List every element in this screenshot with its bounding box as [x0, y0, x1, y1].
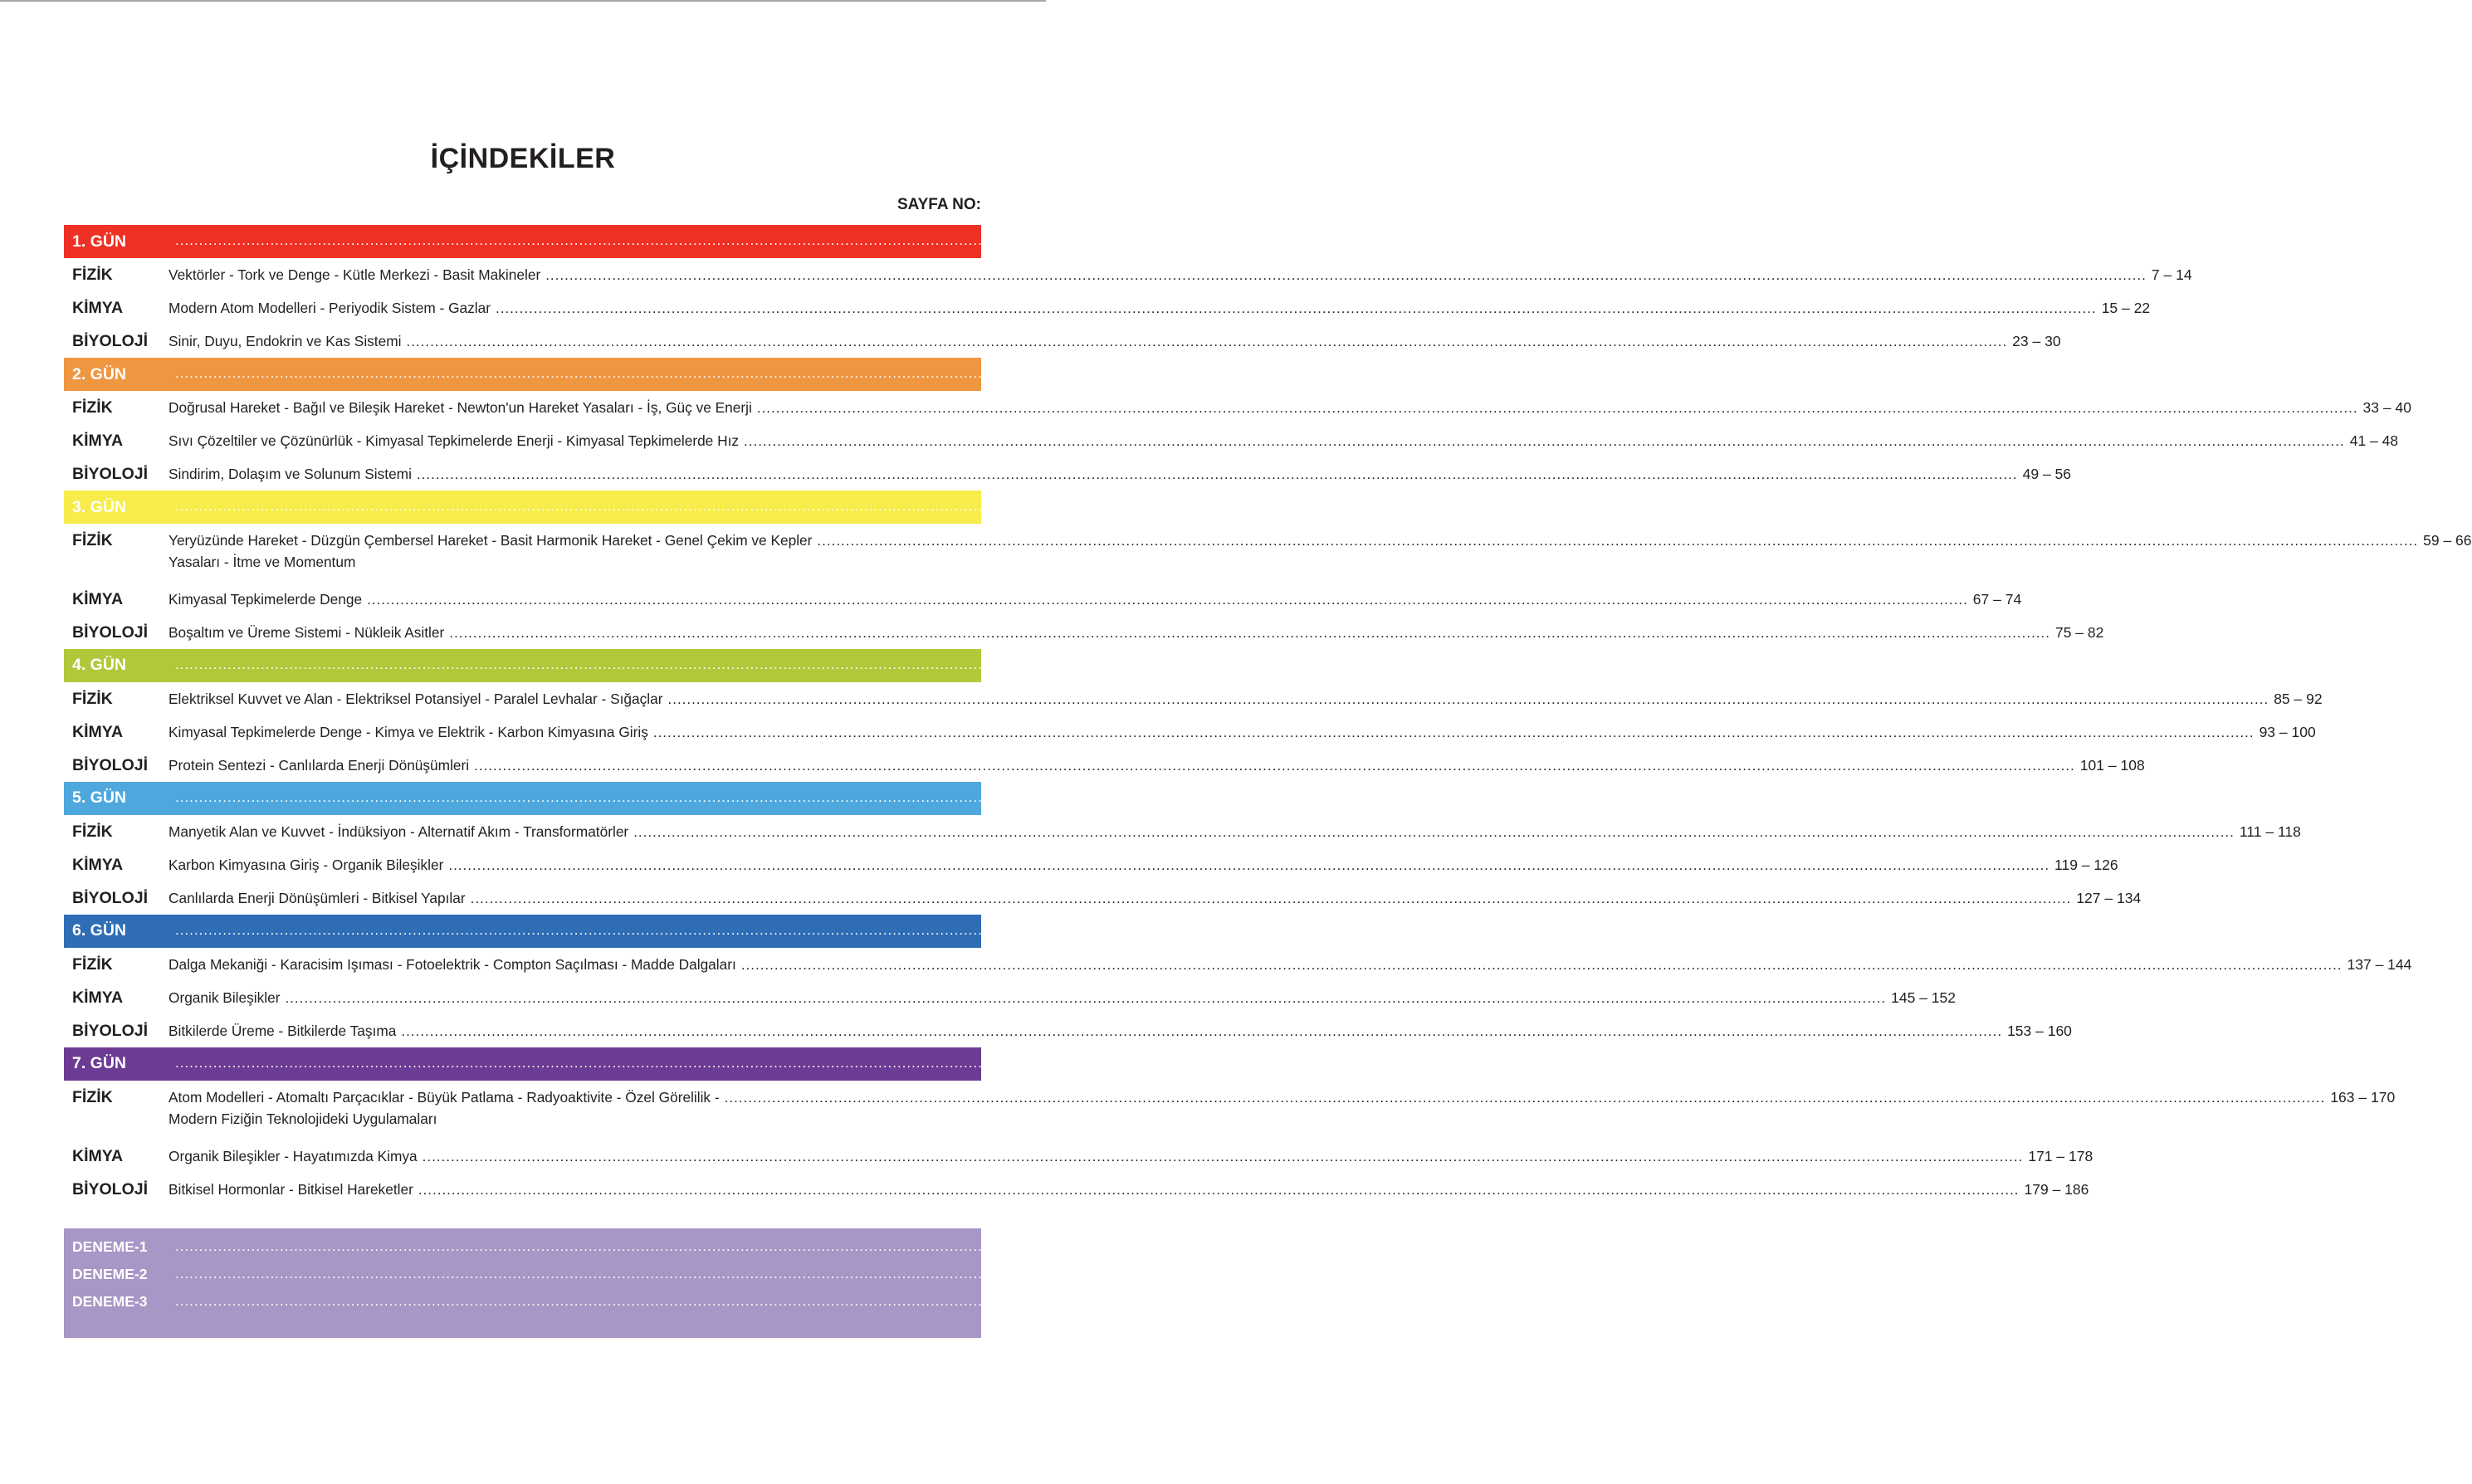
subject-label: BİYOLOJİ	[72, 888, 149, 907]
entry-page-range: 41 – 48	[2349, 432, 2399, 449]
dot-leader	[653, 725, 2255, 749]
entry-body	[169, 391, 2411, 424]
entry-page-range: 23 – 30	[2012, 333, 2061, 349]
subject-label: BİYOLOJİ	[72, 622, 149, 642]
topic-text: Protein Sentezi - Canlılarda Enerji Dönüşümleri	[169, 757, 470, 774]
subject-label: BİYOLOJİ	[72, 465, 149, 483]
toc-entry[interactable]	[64, 749, 2145, 782]
page-number-header: SAYFA NO:	[896, 196, 981, 213]
subject-label: KİMYA	[72, 1146, 124, 1165]
entry-page-range: 49 – 56	[2022, 466, 2072, 482]
subject-label: FİZİK	[72, 398, 113, 417]
toc-entry[interactable]	[64, 457, 2072, 491]
entry-page-range: 67 – 74	[1972, 590, 2022, 608]
entry-page-range: 93 – 100	[2259, 723, 2316, 740]
dot-leader	[401, 1024, 2002, 1047]
deneme-page-range: 207 – 206	[1781, 1293, 1846, 1310]
day-header-bar[interactable]	[64, 649, 1838, 682]
topic-continuation: Modern Fiziğin Teknolojideki Uygulamaları	[169, 1110, 437, 1127]
subject-label: BİYOLOJİ	[72, 1021, 149, 1040]
entry-line	[169, 1140, 2093, 1173]
dot-leader	[449, 626, 2050, 649]
deneme-label: DENEME-1	[72, 1238, 148, 1255]
subject-label: KİMYA	[72, 988, 124, 1007]
dot-leader	[175, 657, 1776, 682]
dot-leader	[471, 891, 2072, 915]
entry-body	[169, 848, 2118, 881]
subject-label: FİZİK	[72, 689, 113, 708]
entry-body	[169, 1173, 2089, 1206]
entry-line	[169, 325, 2061, 358]
dot-leader	[474, 759, 2075, 782]
topic-text: Sindirim, Dolaşım ve Solunum Sistemi	[169, 466, 412, 483]
dot-leader	[175, 366, 1776, 391]
toc-entry[interactable]	[64, 291, 2151, 325]
topic-text: Modern Atom Modelleri - Periyodik Sistem - Gazlar	[169, 300, 491, 317]
deneme-entry[interactable]	[72, 1290, 1846, 1317]
dot-leader	[175, 1056, 1776, 1081]
toc-entry[interactable]	[64, 583, 2022, 616]
entry-line	[169, 258, 2192, 291]
day-header-bar[interactable]	[64, 358, 1830, 391]
dot-leader	[417, 467, 2018, 491]
entry-page-range: 15 – 22	[2101, 300, 2151, 316]
entry-body	[169, 715, 2316, 749]
entry-line	[169, 1173, 2089, 1206]
day-label: 5. GÜN	[72, 788, 127, 808]
day-label: 7. GÜN	[72, 1054, 127, 1073]
entry-body	[169, 1140, 2093, 1173]
deneme-label: DENEME-2	[72, 1266, 148, 1282]
topic-text: Canlılarda Enerji Dönüşümleri - Bitkisel Yapılar	[169, 890, 466, 906]
topic-text: Atom Modelleri - Atomaltı Parçacıklar - Büyük Patlama - Radyoaktivite - Özel Görelilik -	[169, 1089, 720, 1106]
entry-page-range: 101 – 108	[2079, 756, 2145, 774]
entry-body	[169, 616, 2104, 649]
practice-tests-box	[64, 1228, 1846, 1338]
day-label: 4. GÜN	[72, 656, 127, 675]
topic-text: Bitkilerde Üreme - Bitkilerde Taşıma	[169, 1023, 397, 1039]
topic-text: Yeryüzünde Hareket - Düzgün Çembersel Hareket - Basit Harmonik Hareket - Genel Çekim ve Kepler	[169, 532, 813, 549]
toc-entry[interactable]	[64, 391, 2411, 424]
topic-text: Dalga Mekaniği - Karacisim Işıması - Fotoelektrik - Compton Saçılması - Madde Dalgaları	[169, 956, 736, 973]
entry-page-range: 137 – 144	[2347, 955, 2412, 973]
subject-label: KİMYA	[72, 432, 124, 450]
day-page-range: 5 – 30	[1781, 232, 1822, 250]
entry-line	[169, 715, 2316, 749]
topic-text: Sinir, Duyu, Endokrin ve Kas Sistemi	[169, 333, 402, 350]
entry-page-range: 145 – 152	[1891, 989, 1957, 1006]
entry-body	[169, 291, 2151, 325]
dot-leader	[175, 1239, 1776, 1262]
dot-leader	[175, 923, 1776, 948]
day-page-range: 31 – 56	[1781, 365, 1830, 383]
entry-line	[169, 881, 2142, 915]
day-label: 3. GÜN	[72, 497, 127, 516]
entry-page-range: 163 – 170	[2330, 1088, 2396, 1106]
toc-entry[interactable]	[64, 1140, 2093, 1173]
topic-text: Bitkisel Hormonlar - Bitkisel Hareketler	[169, 1180, 413, 1198]
topic-text: Kimyasal Tepkimelerde Denge - Kimya ve Elektrik - Karbon Kimyasına Giriş	[169, 724, 648, 740]
topic-text: Vektörler - Tork ve Denge - Kütle Merkezi - Basit Makineler	[169, 266, 541, 284]
entry-body	[169, 881, 2142, 915]
entry-page-range: 85 – 92	[2274, 690, 2323, 707]
dot-leader	[448, 858, 2049, 881]
entry-body	[169, 1014, 2072, 1047]
toc-entry[interactable]	[64, 682, 2323, 715]
subject-label: BİYOLOJİ	[72, 1179, 149, 1198]
entry-line	[169, 457, 2072, 491]
subject-label: FİZİK	[72, 822, 113, 841]
entry-body	[169, 258, 2192, 291]
toc-entry[interactable]	[64, 848, 2118, 881]
dot-leader	[741, 958, 2343, 981]
subject-label: FİZİK	[72, 266, 113, 284]
toc-entry[interactable]	[64, 1081, 2396, 1140]
entry-line	[169, 981, 1957, 1014]
entry-line	[169, 391, 2411, 424]
day-page-range: 83 – 108	[1781, 657, 1838, 674]
entry-body	[169, 682, 2323, 715]
toc-entry[interactable]	[64, 424, 2399, 457]
day-header-bar[interactable]	[64, 491, 1830, 524]
toc-entry[interactable]	[64, 948, 2412, 981]
subject-label: FİZİK	[72, 531, 113, 549]
entry-body	[169, 815, 2301, 848]
topic-text: Boşaltım ve Üreme Sistemi - Nükleik Asitler	[169, 624, 445, 641]
day-header-bar[interactable]	[64, 915, 1846, 948]
dot-leader	[633, 825, 2235, 848]
entry-line	[169, 948, 2412, 981]
topic-text: Manyetik Alan ve Kuvvet - İndüksiyon - Alternatif Akım - Transformatörler	[169, 823, 629, 840]
entry-body	[169, 1081, 2396, 1140]
toc-entry[interactable]	[64, 1173, 2089, 1206]
subject-label: FİZİK	[72, 1087, 113, 1106]
toc-entry[interactable]	[64, 1014, 2072, 1047]
dot-leader	[418, 1183, 2020, 1206]
entry-line	[169, 1014, 2072, 1047]
subject-label: KİMYA	[72, 722, 124, 741]
entry-line	[169, 749, 2145, 782]
entry-body	[169, 325, 2061, 358]
dot-leader	[496, 301, 2097, 325]
toc-entry[interactable]	[64, 881, 2142, 915]
dot-leader	[545, 268, 2147, 291]
toc-entry[interactable]	[64, 524, 2472, 583]
entry-line	[169, 583, 2022, 616]
entry-line	[169, 524, 2472, 557]
entry-page-range: 7 – 14	[2151, 266, 2192, 283]
entry-line	[169, 682, 2323, 715]
entry-line	[169, 848, 2118, 881]
deneme-page-range: 197 – 206	[1781, 1266, 1846, 1282]
dot-leader	[175, 233, 1776, 258]
entry-body	[169, 749, 2145, 782]
day-label: 2. GÜN	[72, 364, 127, 383]
day-header-bar[interactable]	[64, 225, 1822, 258]
entry-page-range: 127 – 134	[2076, 889, 2142, 906]
dot-leader	[757, 401, 2358, 424]
dot-leader	[744, 434, 2345, 457]
toc-entry[interactable]	[64, 715, 2316, 749]
dot-leader	[406, 334, 2007, 358]
dot-leader	[175, 1294, 1776, 1317]
entry-page-range: 59 – 66	[2423, 532, 2472, 549]
toc-entry[interactable]	[64, 981, 1957, 1014]
entry-body	[169, 981, 1957, 1014]
subject-label: KİMYA	[72, 855, 124, 874]
topic-continuation: Yasaları - İtme ve Momentum	[169, 554, 356, 570]
deneme-entry[interactable]	[72, 1235, 1846, 1262]
dot-leader	[668, 692, 2269, 715]
subject-label: BİYOLOJİ	[72, 755, 149, 774]
topic-text: Sıvı Çözeltiler ve Çözünürlük - Kimyasal Tepkimelerde Enerji - Kimyasal Tepkimelerde Hız	[169, 432, 740, 450]
day-page-range: 109 – 134	[1781, 789, 1846, 807]
entry-body	[169, 583, 2022, 616]
dot-leader	[175, 790, 1776, 815]
day-label: 1. GÜN	[72, 232, 127, 251]
entry-line	[169, 291, 2151, 325]
subject-label: KİMYA	[72, 299, 124, 317]
toc-entry[interactable]	[64, 616, 2104, 649]
entry-line	[169, 1081, 2396, 1114]
toc-entry[interactable]	[64, 325, 2061, 358]
page-title: İÇİNDEKİLER	[430, 143, 616, 174]
table-of-contents	[64, 225, 2472, 1206]
entry-body	[169, 457, 2072, 491]
top-border-line	[0, 0, 1046, 2]
topic-text: Organik Bileşikler - Hayatımızda Kimya	[169, 1147, 418, 1164]
subject-label: BİYOLOJİ	[72, 332, 149, 350]
dot-leader	[285, 991, 1886, 1014]
topic-text: Karbon Kimyasına Giriş - Organik Bileşikler	[169, 857, 444, 873]
dot-leader	[175, 1267, 1776, 1290]
day-label: 6. GÜN	[72, 921, 127, 940]
entry-page-range: 111 – 118	[2239, 823, 2301, 840]
day-page-range: 135 – 160	[1781, 922, 1846, 940]
deneme-entry[interactable]	[72, 1262, 1846, 1290]
subject-label: FİZİK	[72, 954, 113, 974]
entry-line	[169, 815, 2301, 848]
toc-entry[interactable]	[64, 258, 2192, 291]
entry-line	[169, 424, 2399, 457]
entry-page-range: 171 – 178	[2028, 1147, 2093, 1164]
entry-page-range: 119 – 126	[2054, 856, 2118, 873]
topic-text: Kimyasal Tepkimelerde Denge	[169, 591, 363, 608]
entry-page-range: 75 – 82	[2054, 623, 2104, 641]
entry-page-range: 33 – 40	[2362, 399, 2411, 416]
entry-line	[169, 616, 2104, 649]
entry-page-range: 179 – 186	[2024, 1180, 2089, 1198]
toc-entry[interactable]	[64, 815, 2301, 848]
entry-body	[169, 424, 2399, 457]
day-header-bar[interactable]	[64, 782, 1846, 815]
topic-text: Elektriksel Kuvvet ve Alan - Elektriksel Potansiyel - Paralel Levhalar - Sığaçlar	[169, 691, 663, 707]
entry-body	[169, 948, 2412, 981]
topic-text: Doğrusal Hareket - Bağıl ve Bileşik Hareket - Newton'un Hareket Yasaları - İş, Güç ve Enerji	[169, 399, 752, 417]
entry-body	[169, 524, 2472, 583]
deneme-label: DENEME-3	[72, 1293, 148, 1310]
day-header-bar[interactable]	[64, 1047, 1846, 1081]
deneme-page-range: 187 – 196	[1781, 1238, 1846, 1255]
dot-leader	[175, 499, 1776, 524]
topic-text: Organik Bileşikler	[169, 989, 281, 1006]
day-page-range: 57 – 82	[1781, 498, 1830, 515]
subject-label: KİMYA	[72, 589, 124, 608]
entry-page-range: 153 – 160	[2007, 1022, 2072, 1039]
dot-leader	[367, 593, 1968, 616]
dot-leader	[423, 1150, 2024, 1173]
day-page-range: 161 – 186	[1781, 1055, 1846, 1072]
